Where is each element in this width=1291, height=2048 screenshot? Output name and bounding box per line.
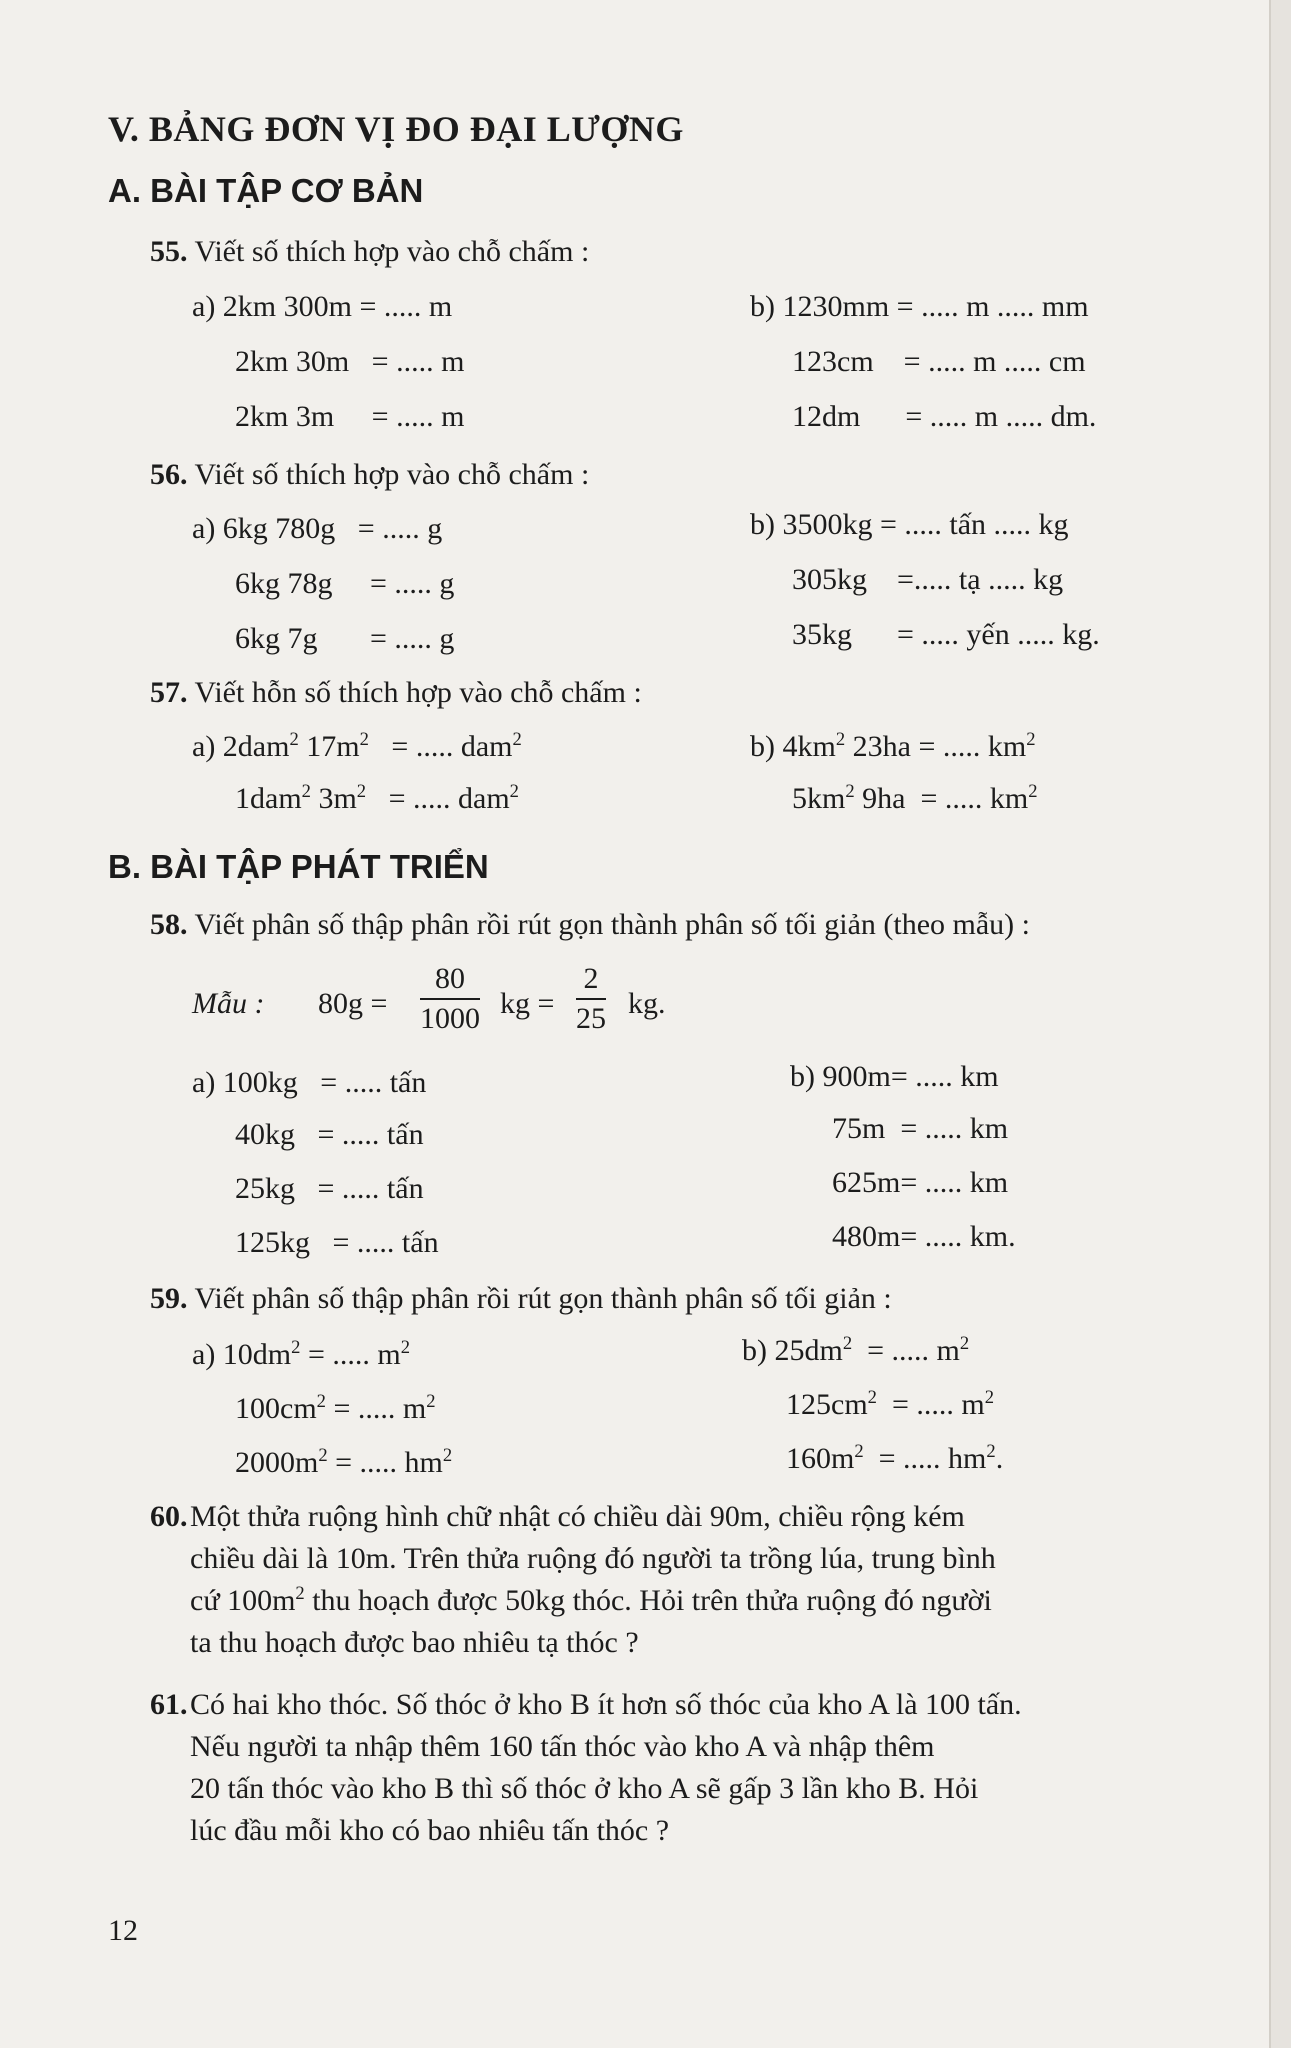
p58-b3: 625m= ..... km [832, 1166, 1009, 1199]
p56-b3: 35kg = ..... yến ..... kg. [792, 618, 1100, 651]
p59-b3: $160m^2$ = ..... $hm^2$. [786, 1441, 1004, 1475]
problem-number: 60. [150, 1500, 188, 1533]
p56-b1: b) 3500kg = ..... tấn ..... kg [750, 508, 1069, 541]
problem-number: 56. [150, 458, 188, 491]
p58-b2: 75m = ..... km [832, 1112, 1009, 1145]
problem-58 [150, 908, 1030, 942]
problem-number: 58. [150, 908, 188, 941]
p61-line-4: lúc đầu mỗi kho có bao nhiêu tấn thóc ? [190, 1814, 670, 1847]
section-title: V. BẢNG ĐƠN VỊ ĐO ĐẠI LƯỢNG [108, 109, 684, 149]
sample-lhs: 80g = [318, 987, 388, 1020]
p60-line-4: ta thu hoạch được bao nhiêu tạ thóc ? [190, 1626, 639, 1659]
p60-line-1: Một thửa ruộng hình chữ nhật có chiều dài 90m, chiều rộng kém [190, 1500, 965, 1533]
problem-number: 59. [150, 1282, 188, 1315]
problem-55 [150, 235, 589, 269]
problem-text: Viết số thích hợp vào chỗ chấm : [194, 235, 590, 268]
sample-end: kg. [628, 987, 666, 1020]
p55-b1: b) 1230mm = ..... m ..... mm [750, 290, 1089, 323]
problem-number: 57. [150, 676, 188, 709]
p59-a1: a) $10dm^2$ = ..... $m^2$ [192, 1337, 410, 1371]
p58-a1: a) 100kg = ..... tấn [192, 1066, 427, 1099]
part-a-heading: A. BÀI TẬP CƠ BẢN [108, 172, 424, 209]
p56-a1: a) 6kg 780g = ..... g [192, 512, 443, 545]
p55-a2: 2km 30m = ..... m [235, 345, 465, 378]
p61-line-3: 20 tấn thóc vào kho B thì số thóc ở kho A sẽ gấp 3 lần kho B. Hỏi [190, 1772, 979, 1805]
p60-line-2: chiều dài là 10m. Trên thửa ruộng đó người ta trồng lúa, trung bình [190, 1542, 996, 1575]
fraction-2-25: $\frac{2}{25}$ [576, 962, 606, 1035]
p57-a1: a) 2dam$^2$ $17m^2$ = ..... dam$^2$ [192, 729, 522, 763]
p61-line-1: Có hai kho thóc. Số thóc ở kho B ít hơn số thóc của kho A là 100 tấn. [190, 1688, 1022, 1721]
p56-b2: 305kg =..... tạ ..... kg [792, 563, 1064, 596]
p58-b1: b) 900m= ..... km [790, 1060, 999, 1093]
p55-a3: 2km 3m = ..... m [235, 400, 465, 433]
problem-text: Viết phân số thập phân rồi rút gọn thành phân số tối giản (theo mẫu) : [194, 908, 1031, 941]
p59-b1: b) $25dm^2$ = ..... $m^2$ [742, 1333, 970, 1367]
p58-a3: 25kg = ..... tấn [235, 1172, 424, 1205]
p59-a2: $100cm^2$ = ..... $m^2$ [235, 1391, 436, 1425]
sample-label: Mẫu : [192, 987, 265, 1020]
p57-b1: b) $4km^2$ 23ha = ..... $km^2$ [750, 729, 1036, 763]
page-number: 12 [108, 1914, 138, 1947]
part-b-heading: B. BÀI TẬP PHÁT TRIỂN [108, 848, 489, 885]
problem-57 [150, 676, 642, 710]
problem-text: Viết hỗn số thích hợp vào chỗ chấm : [194, 676, 642, 709]
p60-line-3: cứ $100m^2$ thu hoạch được 50kg thóc. Hỏi trên thửa ruộng đó người [190, 1583, 992, 1617]
problem-text: Viết phân số thập phân rồi rút gọn thành phân số tối giản : [194, 1282, 892, 1315]
p59-a3: $2000m^2$ = ..... $hm^2$ [235, 1445, 453, 1479]
problem-text: Viết số thích hợp vào chỗ chấm : [194, 458, 590, 491]
problem-number: 61. [150, 1688, 188, 1721]
p57-b2: $5km^2$ 9ha = ..... $km^2$ [792, 781, 1038, 815]
sample-mid: kg = [500, 987, 555, 1020]
problem-56 [150, 458, 589, 492]
p55-b3: 12dm = ..... m ..... dm. [792, 400, 1097, 433]
p56-a2: 6kg 78g = ..... g [235, 567, 455, 600]
fraction-80-1000: $\frac{80}{1000}$ [420, 962, 480, 1035]
p59-b2: $125cm^2$ = ..... $m^2$ [786, 1387, 995, 1421]
page-edge [1269, 0, 1291, 2048]
problem-number: 55. [150, 235, 188, 268]
p58-a4: 125kg = ..... tấn [235, 1226, 439, 1259]
problem-59 [150, 1282, 892, 1316]
p61-line-2: Nếu người ta nhập thêm 160 tấn thóc vào kho A và nhập thêm [190, 1730, 935, 1763]
p55-b2: 123cm = ..... m ..... cm [792, 345, 1086, 378]
p56-a3: 6kg 7g = ..... g [235, 622, 455, 655]
p58-b4: 480m= ..... km. [832, 1220, 1016, 1253]
p55-a1: a) 2km 300m = ..... m [192, 290, 453, 323]
p57-a2: 1dam$^2$ $3m^2$ = ..... dam$^2$ [235, 781, 519, 815]
p58-a2: 40kg = ..... tấn [235, 1118, 424, 1151]
